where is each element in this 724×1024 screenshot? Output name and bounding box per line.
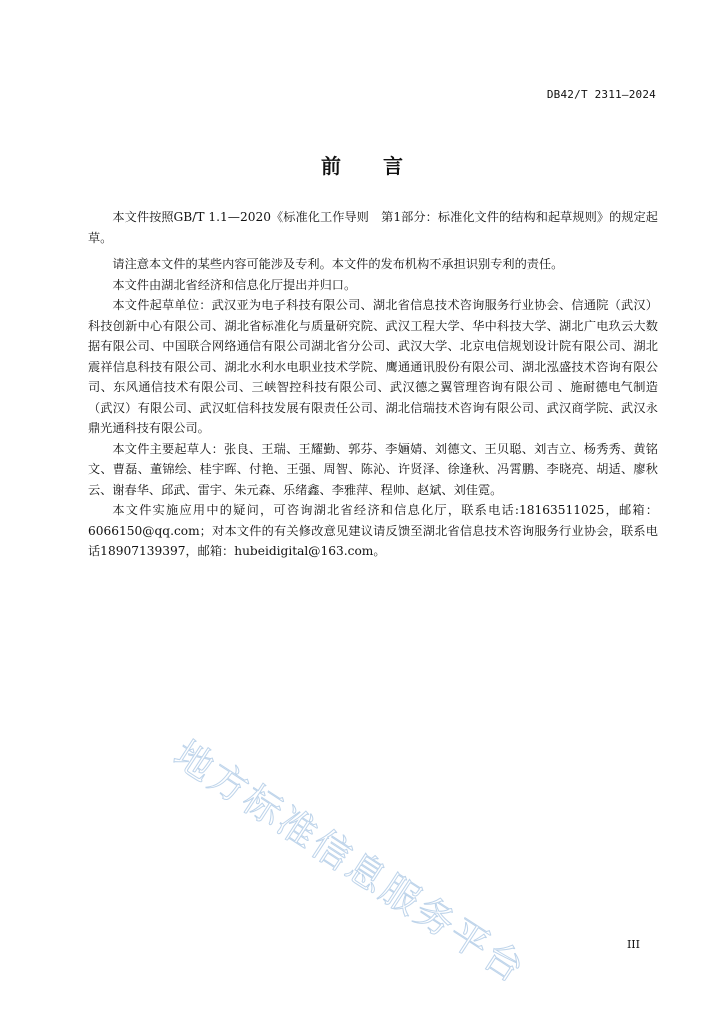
- page-title-char-2: 言: [383, 154, 403, 178]
- paragraph-drafting-basis: 本文件按照GB/T 1.1—2020《标准化工作导则 第1部分：标准化文件的结构和起草规则》的规定起草。: [88, 210, 658, 245]
- paragraph-proposer: 本文件由湖北省经济和信息化厅提出并归口。: [112, 277, 357, 292]
- page-title-char-1: 前: [321, 154, 341, 178]
- page-number: III: [626, 938, 640, 951]
- paragraph-drafters: 本文件主要起草人：张良、王瑞、王耀勤、郭芬、李婳婧、刘德文、王贝聪、刘吉立、杨秀秀、黄铭文、曹磊、董锦绘、桂宇晖、付艳、王强、周智、陈沁、许贤泽、徐逢秋、冯霄鹏、李晓亮、胡适、廖秋云、谢春华、邱武、雷宇、朱元森、乐绪鑫、李雅萍、程帅、赵斌、刘佳霓。: [88, 441, 658, 497]
- paragraph-patent-notice: 请注意本文件的某些内容可能涉及专利。本文件的发布机构不承担识别专利的责任。: [112, 257, 564, 271]
- watermark-text: 地方标准信息服务平台: [166, 731, 534, 993]
- page-title: [0, 150, 724, 179]
- paragraph-contact: 本文件实施应用中的疑问，可咨询湖北省经济和信息化厅，联系电话:18163511025，邮箱：6066150@qq.com；对本文件的有关修改意见建议请反馈至湖北省信息技术咨询服务行业协会，联系电话18907139397，邮箱：hubeidigital@163.com。: [88, 503, 658, 558]
- document-code: DB42/T 2311—2024: [546, 88, 656, 101]
- foreword-body: [88, 207, 658, 562]
- paragraph-drafting-units: 本文件起草单位：武汉亚为电子科技有限公司、湖北省信息技术咨询服务行业协会、信通院（武汉）科技创新中心有限公司、湖北省标准化与质量研究院、武汉工程大学、华中科技大学、湖北广电玖云大数据有限公司、中国联合网络通信有限公司湖北省分公司、武汉大学、北京电信规划设计院有限公司、湖北震祥信息科技有限公司、湖北水利水电职业技术学院、鹰通通讯股份有限公司、湖北泓盛技术咨询有限公司、东风通信技术有限公司、三峡智控科技有限公司、武汉德之翼管理咨询有限公司 、施耐德电气制造（武汉）有限公司、武汉虹信科技发展有限责任公司、湖北信瑞技术咨询有限公司、武汉商学院、武汉永鼎光通科技有限公司。: [88, 298, 658, 435]
